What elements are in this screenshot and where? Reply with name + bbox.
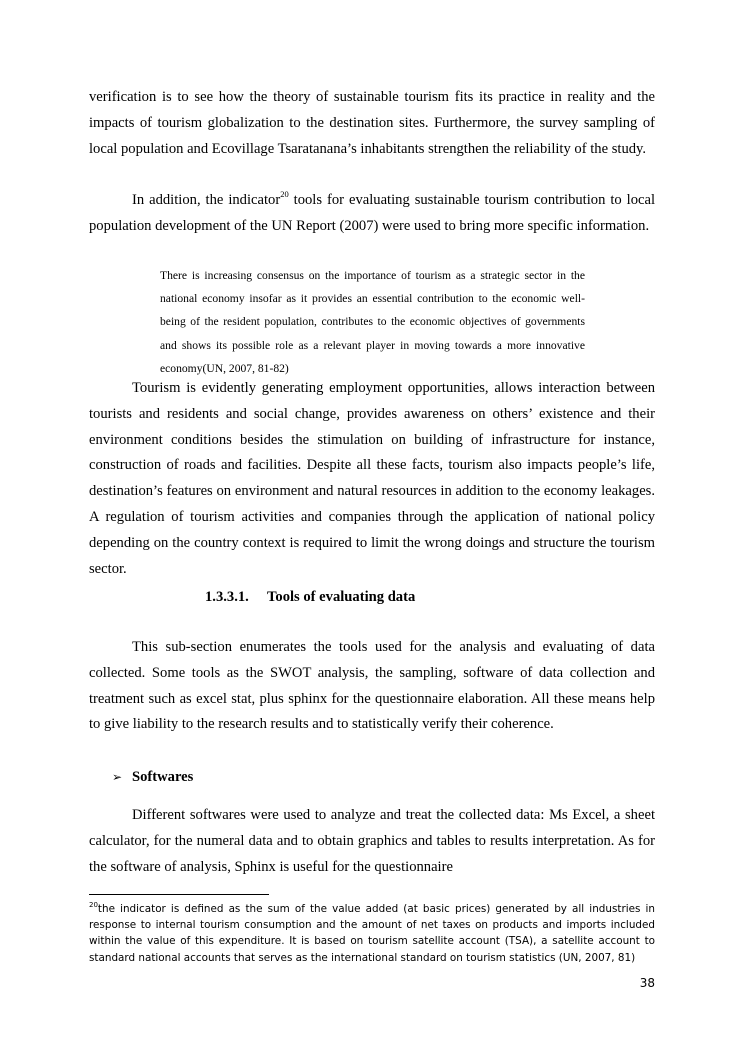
footnote [89,901,655,966]
page-number: 38 [639,976,655,990]
paragraph-tourism-impacts: Tourism is evidently generating employment opportunities, allows interaction between tourists and residents and social change, provides awareness on others’ existence and their environment conditions besides the stimulation on building of infrastructure for instance, construction of roads and facilities. Despite all these facts, tourism also impacts people’s life, destination’s features on environment and natural resources in addition to the economy leakages. A regulation of tourism activities and companies through the application of national policy depending on the country context is required to limit the wrong doings and structure the tourism sector. [89,380,655,577]
bullet-heading-label: Softwares [132,769,194,785]
bullet-heading [112,765,193,790]
paragraph-indicator [89,188,655,240]
arrow-bullet-icon: ➢ [112,770,123,784]
section-heading [205,585,415,610]
block-quote: There is increasing consensus on the importance of tourism as a strategic sector in the national economy insofar as it provides an essential contribution to the economic well-being of the resident population, contributes to the economic objectives of governments and shows its possible role as a relevant player in moving towards a more innovative economy(UN, 2007, 81-82) [160,269,585,375]
paragraph-verification: verification is to see how the theory of sustainable tourism fits its practice in reality and the impacts of tourism globalization to the destination sites. Furthermore, the survey sampling of local population and Ecovillage Tsaratanana’s inhabitants strengthen the reliability of the study. [89,89,655,157]
footnote-text: the indicator is defined as the sum of the value added (at basic prices) generated by all industries in response to internal tourism consumption and the amount of net taxes on products and imports included within the value of this expenditure. It is based on tourism satellite account (TSA), a satellite account to standard national accounts that serves as the international standard on tourism statistics (UN, 2007, 81) [89,903,655,964]
paragraph-indicator-text-end: tools for evaluating sustainable tourism contribution to local population development of the UN Report (2007) were used to bring more specific information. [89,192,656,234]
footnote-reference: 20 [280,189,289,199]
footnote-divider [89,894,269,895]
footnote-number: 20 [89,901,98,909]
paragraph-tools: This sub-section enumerates the tools used for the analysis and evaluating of data collected. Some tools as the SWOT analysis, the sampling, software of data collection and treatment such as excel stat, plus sphinx for the questionnaire elaboration. All these means help to give liability to the research results and to statistically verify their coherence. [89,639,655,733]
paragraph-indicator-text-start: In addition, the indicator [132,192,281,208]
paragraph-softwares: Different softwares were used to analyze and treat the collected data: Ms Excel, a sheet calculator, for the numeral data and to obtain graphics and tables to results interpretation. As for the software of analysis, Sphinx is useful for the questionnaire [89,807,655,875]
section-number: 1.3.3.1. [205,589,249,605]
section-title: Tools of evaluating data [267,589,416,605]
